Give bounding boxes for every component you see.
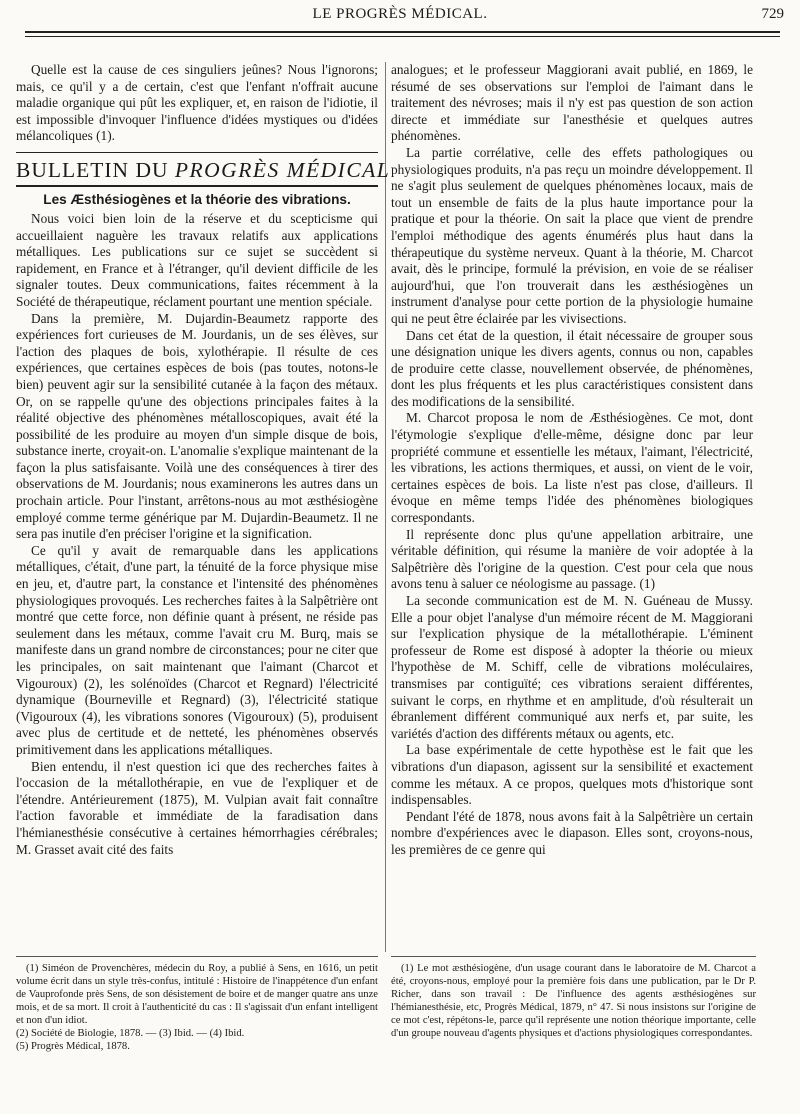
right-paragraph-4: M. Charcot proposa le nom de Æsthésiogènes. Ce mot, dont l'étymologie s'explique d'elle-même, désigne donc par leur propriété commune et essentielle les métaux, l'aimant, l'électricité, les vibrations, les actions thermiques, et aussi, on vient de le voir, certaines espèces de bois. La liste n'est pas close, d'ailleurs. Il évoque en même temps l'idée des phénomènes biologiques correspondants. (391, 410, 753, 526)
left-paragraph-4: Bien entendu, il n'est question ici que des recherches faites à l'occasion de la métallothérapie, en vue de l'expliquer et de l'étendre. Antérieurement (1875), M. Vulpian avait fait connaître l'action favorable et immédiate de la faradisation dans l'hémianesthésie consécutive à certaines hémorrhagies cérébrales; M. Grasset avait cité des faits (16, 758, 378, 857)
bulletin-heading (16, 157, 391, 182)
right-column (391, 62, 753, 859)
right-paragraph-3: Dans cet état de la question, il était nécessaire de grouper sous une désignation unique les divers agents, connus ou non, capables de produire cette classe, nouvellement observée, de phénomènes, dont les plus fréquents et les plus caractéristiques consistent dans des modifications de la sensibilité. (391, 327, 753, 409)
bulletin-rule-top (16, 152, 378, 153)
left-paragraph-3: Ce qu'il y avait de remarquable dans les applications métalliques, c'était, d'une part, la ténuité de la force physique mise en jeu, et, d'autre part, la constance et l'intensité des phénomènes physiologiques provoqués. Les recherches faites à la Salpêtrière ont montré que cette force, non définie quant à présent, ne réside pas seulement dans les métaux, comme l'avait cru M. Burq, mais se manifeste dans un grand nombre de circonstances; pour ne citer que les principales, on sait maintenant que l'aimant (Charcot et Vigouroux) (2), les solénoïdes (Charcot et Regnard) l'électricité dynamique (Bourneville et Regnard) (3), l'électricité statique (Vigouroux (4), les vibrations sonores (Vigouroux) (5), produisent avec plus de certitude et de netteté, les phénomènes observés primitivement dans les applications métalliques. (16, 542, 378, 757)
footnote-left-2: (2) Société de Biologie, 1878. — (3) Ibid. — (4) Ibid. (16, 1028, 245, 1039)
left-column (16, 62, 391, 858)
page-number: 729 (761, 6, 784, 22)
footnote-right-1: (1) Le mot æsthésiogène, d'un usage courant dans le laboratoire de M. Charcot a été, croyons-nous, employé pour la première fois dans une publication, par le Dr P. Richer, dans son travail : De l'influence des agents æsthésiogènes sur l'hémianesthésie, etc, Progrès Médical, 1879, n° 47. Si nous insistons sur l'origine de ce mot c'est, répétons-le, parce qu'il représente une notion théorique importante, celle d'un groupe nouveau d'agents physiques et d'actions physiologiques correspondantes. (391, 963, 756, 1039)
right-paragraph-5: Il représente donc plus qu'une appellation arbitraire, une véritable définition, qui résume la manière de voir adoptée à la Salpêtrière dès l'origine de la question. C'est pour cela que nous avons tenu à saluer ce néologisme au passage. (1) (391, 526, 753, 592)
left-paragraph-2: Dans la première, M. Dujardin-Beaumetz rapporte des expériences fort curieuses de M. Jourdanis, un de ses élèves, sur l'action des plaques de bois, xylothérapie. Il résulte de ces expériences, que certaines espèces de bois (pas toutes, notons-le bien) peuvent agir sur la sensibilité cutanée à la façon des métaux. Or, on se rappelle qu'une des objections principales faites à la réalité objective des phénomènes métalloscopiques, avait été la possibilité de les produire au moyen d'un simple disque de bois, substance inerte, croyait-on. L'anomalie s'explique maintenant de la façon la plus satisfaisante. Voilà une des conséquences à tirer des observations de M. Jourdanis; nous examinerons les autres dans un prochain article. Pour l'instant, arrêtons-nous au mot æsthésiogène employé comme terme générique par M. Dujardin-Beaumetz. Il ne sera pas inutile d'en préciser l'origine et la signification. (16, 310, 378, 542)
header-rule-thick (25, 31, 780, 33)
article-title: Les Æsthésiogènes et la théorie des vibrations. (43, 191, 351, 207)
intro-paragraph: Quelle est la cause de ces singuliers jeûnes? Nous l'ignorons; mais, ce qu'il y a de certain, c'est que l'enfant n'offrait aucune maladie organique qui pût les expliquer, et, en raison de l'idiotie, il est impossible d'invoquer l'influence d'idées mystiques ou d'idées mélancoliques (1). (16, 62, 378, 144)
right-paragraph-1: analogues; et le professeur Maggiorani avait publié, en 1869, le résumé de ses observations sur l'emploi de l'aimant dans le traitement des névroses; mais il n'y est pas question de son action directe et immédiate sur l'anesthésie et quelques autres phénomènes. (391, 62, 753, 144)
footnotes-left (16, 962, 378, 1053)
running-header-title: LE PROGRÈS MÉDICAL. (312, 6, 488, 22)
right-paragraph-8: Pendant l'été de 1878, nous avons fait à la Salpêtrière un certain nombre d'expériences avec le diapason. Elles sont, croyons-nous, les premières de ce genre qui (391, 808, 753, 857)
right-paragraph-6: La seconde communication est de M. N. Guéneau de Mussy. Elle a pour objet l'analyse d'un mémoire récent de M. Maggiorani sur l'explication physique de la métallothérapie. L'éminent professeur de Rome est disposé à adopter la théorie ou mieux l'hypothèse de M. Schiff, celle de vibrations moléculaires, transmises par contiguïté; ces vibrations seraient différentes, suivant le corps, en rhythme et en amplitude, d'où résulterait un ébranlement différent communiqué aux nerfs et, par suite, les variétés d'action des différents métaux ou agents, etc. (391, 593, 753, 741)
footnote-rule-left (16, 956, 378, 957)
footnote-rule-right (391, 956, 756, 957)
right-paragraph-2: La partie corrélative, celle des effets pathologiques ou physiologiques produits, n'a pas reçu un moindre développement. Il ne s'agit plus seulement de quelques phénomènes locaux, mais de tout un ensemble de faits de la plus haute importance pour la pratique et pour la théorie. On sait la place que vient de prendre l'emploi méthodique des agents énumérés plus haut dans la thérapeutique du système nerveux. Quant à la théorie, M. Charcot avait, dès le principe, formulé la prévision, en voie de se réaliser aujourd'hui, que l'on trouverait dans les æsthésiogènes un instrument d'analyse pour cette portion de la physiologie humaine qui ne peut être éclairée par les vivisections. (391, 144, 753, 326)
header-rule-thin (25, 36, 780, 37)
footnotes-right (391, 962, 756, 1040)
footnote-left-1: (1) Siméon de Provenchères, médecin du Roy, a publié à Sens, en 1616, un petit volume écrit dans un style très-confus, intitulé : Histoire de l'inappétence d'un enfant de Vauprofonde près Sens, de son désistement de boire et de manger quatre ans unze mois, et de sa mort. Il croit à l'authenticité du cas : Il s'agissait d'un enfant intelligent et non d'un idiot. (16, 963, 378, 1026)
bulletin-rule-bottom (16, 185, 378, 187)
left-paragraph-1: Nous voici bien loin de la réserve et du scepticisme qui accueillaient naguère les travaux relatifs aux applications métalliques. Les publications sur ce sujet se succèdent si rapidement, en France et à l'étranger, qu'il devient difficile de les signaler toutes. Deux communications, faites récemment à la Société de thérapeutique, réclament pourtant une mention spéciale. (16, 210, 378, 309)
right-paragraph-7: La base expérimentale de cette hypothèse est le fait que les vibrations d'un diapason, agissent sur la sensibilité et exactement comme les métaux. A ce propos, quelques mots d'historique sont indispensables. (391, 742, 753, 808)
bulletin-heading-italic: PROGRÈS MÉDICAL (174, 157, 391, 182)
bulletin-heading-plain: BULLETIN DU (16, 157, 169, 182)
column-divider (385, 62, 386, 952)
footnote-left-3: (5) Progrès Médical, 1878. (16, 1041, 130, 1052)
